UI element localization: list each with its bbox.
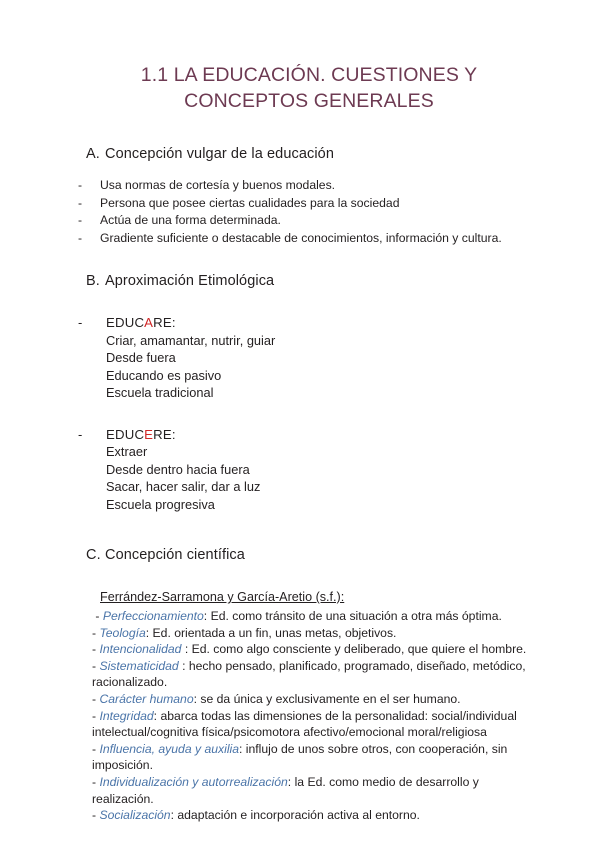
section-b-heading-label: Aproximación Etimológica [105, 273, 275, 289]
characteristic-term: Influencia, ayuda y auxilia [99, 741, 240, 756]
spacer [78, 304, 540, 314]
list-item [92, 691, 540, 708]
list-item [92, 807, 540, 824]
dash-bullet-icon: - [78, 315, 83, 330]
list-item-text: Persona que posee ciertas cualidades para la sociedad [100, 195, 400, 210]
list-item [92, 608, 540, 625]
list-item [78, 195, 540, 212]
list-item-text: Usa normas de cortesía y buenos modales. [100, 178, 336, 192]
term-highlight-letter: A [144, 315, 154, 330]
etymology-line: Escuela tradicional [106, 385, 214, 400]
characteristic-text: : Ed. orientada a un fin, unas metas, objetivos. [145, 625, 397, 640]
dash-bullet-icon: - [78, 178, 83, 192]
characteristic-term: Carácter humano [99, 691, 194, 706]
dash-bullet-icon: - [92, 609, 103, 623]
section-a-heading [86, 144, 540, 164]
characteristic-text: : adaptación e incorporación activa al entorno. [170, 808, 420, 823]
dash-bullet-icon: - [92, 808, 100, 823]
list-item-text: Actúa de una forma determinada. [100, 213, 281, 227]
dash-bullet-icon: - [92, 708, 100, 723]
characteristics-list [78, 608, 540, 824]
spacer [78, 578, 540, 588]
dash-bullet-icon: - [92, 741, 100, 756]
characteristic-term: Teología [99, 625, 146, 640]
spacer [78, 416, 540, 426]
dash-bullet-icon: - [92, 691, 100, 706]
etymology-entry-body [106, 314, 275, 402]
author-heading-wrapper [78, 588, 540, 608]
list-item [92, 708, 540, 741]
section-b-heading [86, 271, 540, 291]
list-item [92, 641, 540, 658]
characteristic-text: : se da única y exclusivamente en el ser humano. [193, 691, 461, 706]
page-title: 1.1 LA EDUCACIÓN. CUESTIONES Y CONCEPTOS GENERALES [140, 64, 478, 112]
characteristic-term: Individualización y autorrealización [99, 774, 288, 789]
section-c-heading-label: Concepción científica [105, 547, 245, 563]
etymology-line: Educando es pasivo [106, 367, 222, 383]
list-item [78, 230, 540, 247]
etymology-line: Desde fuera [106, 350, 176, 365]
etymology-term-educare [106, 315, 176, 330]
section-c-heading [86, 545, 540, 565]
section-a [78, 144, 540, 246]
term-suffix: RE: [153, 426, 176, 442]
section-c-marker: C. [86, 547, 101, 563]
section-a-heading-label: Concepción vulgar de la educación [105, 146, 335, 162]
dash-bullet-icon: - [78, 213, 83, 227]
list-item [92, 741, 540, 774]
etymology-line: Desde dentro hacia fuera [106, 461, 250, 477]
dash-bullet-icon: - [78, 426, 83, 442]
section-b-marker: B. [86, 273, 100, 289]
term-prefix: EDUC [106, 426, 145, 442]
section-b [78, 271, 540, 513]
etymology-term-educere [106, 427, 176, 442]
section-a-bullet-list [78, 177, 540, 246]
dash-bullet-icon: - [92, 774, 100, 789]
dash-bullet-icon: - [78, 230, 83, 245]
characteristic-text: : abarca todas las dimensiones de la personalidad: social/individual intelectual/cognitiva física/psicomotora afectivo/emocional moral/religiosa [92, 708, 517, 740]
etymology-line: Criar, amamantar, nutrir, guiar [106, 332, 276, 348]
characteristic-term: Socialización [99, 808, 171, 823]
list-item [78, 177, 540, 194]
list-item [92, 625, 540, 642]
spacer [78, 247, 540, 271]
list-item [78, 212, 540, 229]
term-suffix: RE: [153, 315, 176, 330]
etymology-entry-educere [78, 426, 540, 514]
dash-bullet-icon: - [92, 642, 100, 657]
characteristic-term: Intencionalidad [99, 642, 182, 657]
characteristic-text: : Ed. como algo consciente y deliberado, que quiere el hombre. [181, 642, 527, 657]
author-heading: Ferrández-Sarramona y García-Aretio (s.f.): [100, 590, 345, 604]
list-item [92, 658, 540, 691]
section-c [78, 545, 540, 824]
etymology-line: Escuela progresiva [106, 496, 215, 512]
list-item [92, 774, 540, 807]
dash-bullet-icon: - [92, 658, 100, 673]
etymology-line: Extraer [106, 444, 148, 459]
characteristic-term: Sistematicidad [99, 658, 179, 673]
characteristic-text: : Ed. como tránsito de una situación a otra más óptima. [203, 609, 502, 623]
etymology-line: Sacar, hacer salir, dar a luz [106, 479, 261, 494]
characteristic-term: Integridad [99, 708, 154, 723]
characteristic-text: : influjo de unos sobre otros, con cooperación, sin imposición. [92, 741, 508, 773]
etymology-entry-body [106, 426, 260, 514]
section-a-marker: A. [86, 146, 100, 162]
characteristic-text: : la Ed. como medio de desarrollo y realización. [92, 774, 479, 806]
list-item-text: Gradiente suficiente o destacable de conocimientos, información y cultura. [100, 230, 502, 245]
characteristic-term: Perfeccionamiento [102, 609, 204, 623]
term-highlight-letter: E [144, 426, 154, 442]
etymology-entry-educare [78, 314, 540, 402]
term-prefix: EDUC [106, 315, 145, 330]
dash-bullet-icon: - [78, 195, 83, 210]
dash-bullet-icon: - [92, 625, 100, 640]
characteristic-text: : hecho pensado, planificado, programado, diseñado, metódico, racionalizado. [92, 658, 526, 690]
spacer [78, 527, 540, 545]
